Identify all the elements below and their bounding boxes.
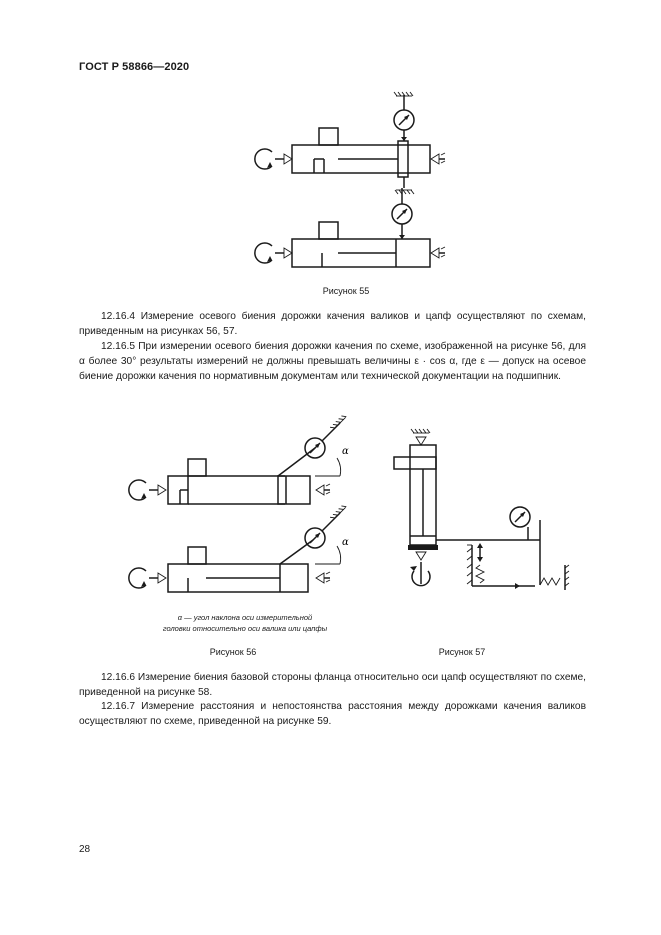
- paragraph-12-16-7: [79, 699, 586, 729]
- paragraph-text: 12.16.5 При измерении осевого биения дорожки качения по схеме, изображенной на рисунке 56, для α более 30° результаты измерений не должны превышать величины ε · cos α, где ε — допуск на осевое биение дорожки качения по нормативным документам или технической документации на подшипник.: [79, 341, 586, 382]
- document-header: ГОСТ Р 58866—2020: [79, 61, 190, 73]
- figure-55-drawing: [255, 92, 445, 267]
- alpha-label-lower: α: [342, 537, 349, 548]
- alpha-label-upper: α: [342, 446, 349, 457]
- figure-57-caption: Рисунок 57: [438, 647, 486, 657]
- figure-56-caption: Рисунок 56: [209, 647, 257, 657]
- paragraph-text: 12.16.7 Измерение расстояния и непостоянства расстояния между дорожками качения валиков осуществляют по схеме, приведенной на рисунке 59.: [79, 701, 586, 727]
- figure-56-note-line: α — угол наклона оси измерительной: [177, 613, 313, 622]
- paragraph-text: 12.16.6 Измерение биения базовой стороны фланца относительно оси цапф осуществляют по схеме, приведенной на рисунке 58.: [79, 672, 586, 698]
- paragraph-12-16-5: [79, 339, 586, 384]
- figure-57-drawing: [394, 429, 569, 590]
- figure-55-caption: Рисунок 55: [322, 286, 370, 296]
- figure-56-note-line: головки относительно оси валика или цапфы: [162, 624, 328, 633]
- paragraph-text: 12.16.4 Измерение осевого биения дорожки качения валиков и цапф осуществляют по схемам, приведенным на рисунках 56, 57.: [79, 311, 586, 337]
- figure-56-drawing: [129, 414, 349, 592]
- page-number: 28: [79, 844, 91, 855]
- paragraph-12-16-4: [79, 309, 586, 339]
- figure-56-note: [120, 612, 370, 634]
- paragraph-12-16-6: [79, 670, 586, 700]
